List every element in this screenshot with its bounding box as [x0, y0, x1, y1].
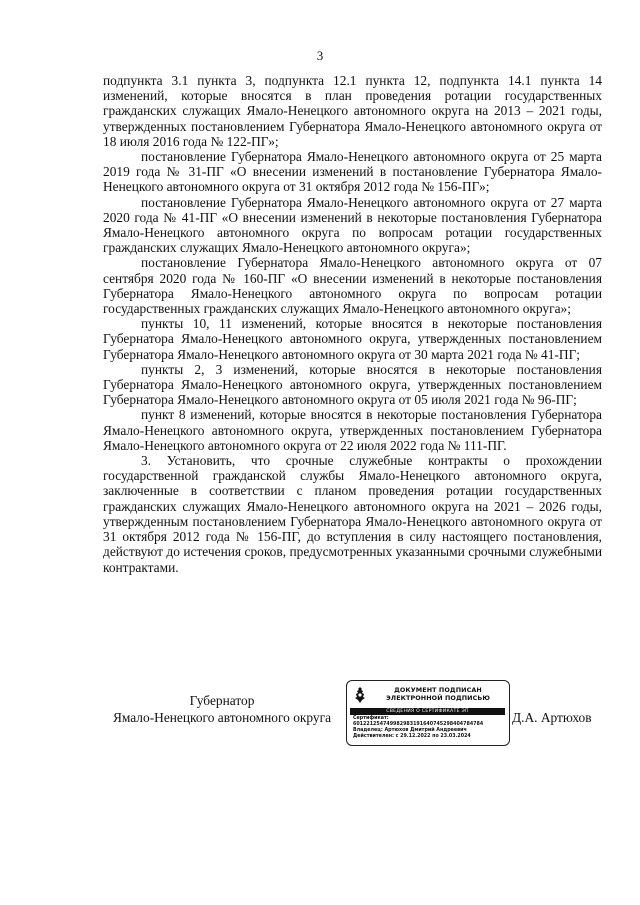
stamp-certificate-bar: СВЕДЕНИЯ О СЕРТИФИКАТЕ ЭП: [350, 708, 505, 715]
stamp-header: [371, 686, 505, 702]
stamp-certificate-label: Сертификат:: [353, 716, 389, 721]
stamp-certificate-details: [353, 716, 505, 740]
paragraph: постановление Губернатора Ямало-Ненецкого автономного округа от 27 марта 2020 года № 41-ПГ «О внесении изменений в некоторые постановления Губернатора Ямало-Ненецкого автономного округа по вопросам ротации государственных гражданских служащих Ямало-Ненецкого автономного округа»;: [103, 194, 602, 256]
stamp-header-line-2: ЭЛЕКТРОННОЙ ПОДПИСЬЮ: [386, 694, 490, 702]
stamp-header-line-1: ДОКУМЕНТ ПОДПИСАН: [394, 686, 482, 694]
paragraph: пункты 10, 11 изменений, которые вносятся в некоторые постановления Губернатора Ямало-Ненецкого автономного округа, утвержденных постановлением Губернатора Ямало-Ненецкого автономного округа от 30 марта 2021 года № 41-ПГ;: [103, 316, 602, 362]
electronic-signature-stamp: [346, 680, 510, 746]
stamp-certificate-value: 601221254749982983191640745298404784784: [353, 722, 484, 727]
document-body: [103, 73, 602, 575]
signer-position-line-2: Ямало-Ненецкого автономного округа: [112, 710, 332, 725]
signer-name: Д.А. Артюхов: [512, 710, 592, 725]
signature-block: [0, 692, 640, 762]
paragraph: подпункта 3.1 пункта 3, подпункта 12.1 пункта 12, подпункта 14.1 пункта 14 изменений, которые вносятся в план проведения ротации государственных гражданских служащих Ямало-Ненецкого автономного округа на 2013 – 2021 годы, утвержденных постановлением Губернатора Ямало-Ненецкого автономного округа от 18 июля 2016 года № 122-ПГ»;: [103, 73, 602, 149]
paragraph: пункт 8 изменений, которые вносятся в некоторые постановления Губернатора Ямало-Ненецкого автономного округа, утвержденных постановлением Губернатора Ямало-Ненецкого автономного округа от 22 июля 2022 года № 111-ПГ.: [103, 407, 602, 453]
signer-position: [104, 692, 340, 726]
paragraph: постановление Губернатора Ямало-Ненецкого автономного округа от 07 сентября 2020 года № 160-ПГ «О внесении изменений в некоторые постановления Губернатора Ямало-Ненецкого автономного округа по вопросам ротации государственных гражданских служащих Ямало-Ненецкого автономного округа»;: [103, 255, 602, 317]
coat-of-arms-icon: [353, 686, 367, 704]
paragraph: пункты 2, 3 изменений, которые вносятся в некоторые постановления Губернатора Ямало-Ненецкого автономного округа, утвержденных постановлением Губернатора Ямало-Ненецкого автономного округа от 05 июля 2021 года № 96-ПГ;: [103, 361, 602, 408]
page-number: 3: [316, 48, 324, 63]
paragraph: 3. Установить, что срочные служебные контракты о прохождении государственной гражданской службы Ямало-Ненецкого автономного округа, заключенные в соответствии с планом проведения ротации государственных гражданских служащих Ямало-Ненецкого автономного округа на 2021 – 2026 годы, утвержденным постановлением Губернатора Ямало-Ненецкого автономного округа от 31 октября 2012 года № 156-ПГ, до вступления в силу настоящего постановления, действуют до истечения сроков, предусмотренных указанными срочными служебными контрактами.: [103, 453, 602, 575]
signer-position-line-1: Губернатор: [189, 693, 255, 708]
stamp-validity: Действителен: с 29.12.2022 по 23.03.2024: [353, 734, 471, 739]
stamp-owner: Владелец: Артюхов Дмитрий Андреевич: [353, 728, 467, 733]
paragraph: постановление Губернатора Ямало-Ненецкого автономного округа от 25 марта 2019 года № 31-ПГ «О внесении изменений в постановление Губернатора Ямало-Ненецкого автономного округа от 31 октября 2012 года № 156-ПГ»;: [103, 149, 602, 195]
